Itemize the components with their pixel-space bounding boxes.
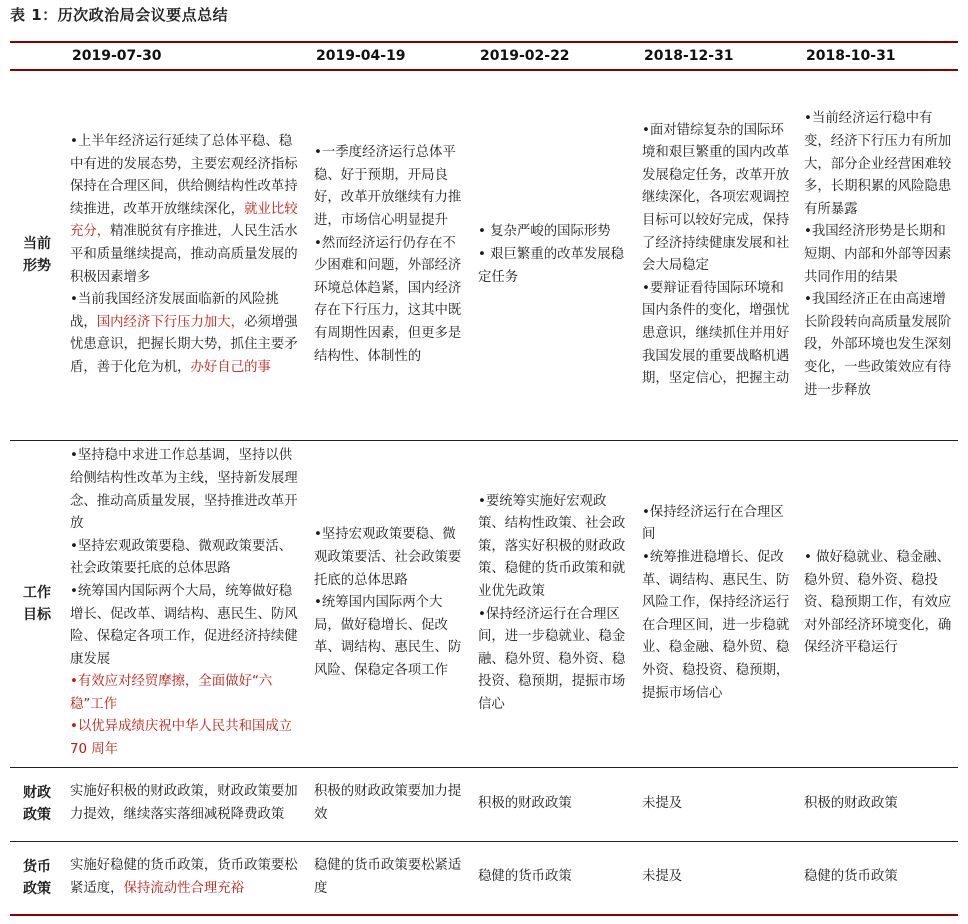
cell-paragraph [70,289,304,379]
cell-paragraph [314,524,468,592]
table-row [10,440,958,767]
table-cell [472,70,636,440]
cell-paragraph [642,793,794,816]
table-cell [798,440,958,767]
cell-text: •要辩证看待国际环境和国内条件的变化，增强忧患意识，继续抓住并用好我国发展的重要战略机遇期，坚定信心，把握主动 [642,280,790,387]
cell-paragraph [642,502,794,547]
table-cell [636,841,798,915]
cell-text: •统筹国内国际两个大局，做好稳增长、促改革、调结构、惠民生、防风险、保稳定各项工作 [314,595,462,678]
cell-text: •然而经济运行仍存在不少困难和问题，外部经济环境总体趋紧，国内经济存在下行压力，这其中既有周期性因素，但更多是结构性、体制性的 [314,235,462,364]
cell-text: •坚持宏观政策要稳、微观政策要活、社会政策要托底的总体思路 [314,527,462,588]
cell-paragraph [642,866,794,889]
cell-text: 未提及 [642,795,683,811]
cell-paragraph [642,120,794,278]
table-cell [308,767,472,841]
cell-text: •当前我国经济发展面临新的风险挑战， [70,292,279,330]
table-cell [472,440,636,767]
cell-paragraph [70,131,304,289]
cell-text: •我国经济正在由高速增长阶段转向高质量发展阶段，外部环境也发生深刻变化，一些政策效应有待进一步释放 [804,292,952,398]
cell-text: •坚持稳中求进工作总基调，坚持以供给侧结构性改革为主线，坚持新发展理念、推动高质量发展，坚持推进改革开放 [70,448,298,532]
cell-paragraph [314,233,468,369]
cell-text: •我国经济形势是长期和短期、内部和外部等因素共同作用的结果 [804,224,952,285]
cell-paragraph [314,781,468,826]
header-cell-date: 2018-12-31 [644,48,734,64]
cell-text: 稳健的货币政策 [804,869,898,885]
cell-paragraph [70,716,304,761]
summary-table [10,41,958,916]
cell-text: 实施好稳健的货币政策，货币政策要松紧适度， [70,858,298,896]
table-row [10,767,958,841]
row-label-line: 政策 [23,880,51,897]
cell-text: 积极的财政政策要加力提效 [314,784,462,822]
header-cell-date: 2019-02-22 [480,48,570,64]
row-label [10,767,64,841]
cell-text: •当前经济运行稳中有变，经济下行压力有所加大，部分企业经营困难较多，长期积累的风险隐患有所暴露 [804,111,952,217]
cell-paragraph [804,866,954,889]
header-cell-date: 2018-10-31 [806,48,896,64]
table-cell [636,70,798,440]
cell-text: 未提及 [642,869,683,885]
table-caption: 表 1：历次政治局会议要点总结 [10,6,229,24]
cell-paragraph [804,289,954,402]
cell-text: •一季度经济运行总体平稳、好于预期，开局良好，改革开放继续有力推进，市场信心明显提升 [314,145,462,229]
cell-text: 稳健的货币政策 [478,869,572,885]
row-label-line: 财政 [23,785,51,801]
highlight-text: 办好自己的事 [190,359,271,375]
row-label-line: 目标 [23,606,51,623]
highlight-text: 保持流动性合理充裕 [123,880,245,896]
table-cell [472,767,636,841]
table-cell [636,440,798,767]
cell-text: • 做好稳就业、稳金融、稳外贸、稳外资、稳投资、稳预期工作，有效应对外部经济环境变化，确保经济平稳运行 [804,550,952,656]
cell-text: 必须增强忧患意识，把握长期大势，抓住主要矛盾，善于化危为机， [70,314,298,375]
cell-text: •上半年经济运行延续了总体平稳、稳中有进的发展态势，主要宏观经济指标保持在合理区间，供给侧结构性改革持续推进，改革开放继续深化， [70,133,298,217]
cell-paragraph [804,547,954,660]
table-cell [64,841,308,915]
cell-paragraph [70,581,304,671]
cell-text: •坚持宏观政策要稳、微观政策要活、社会政策要托底的总体思路 [70,538,293,577]
table-row [10,841,958,915]
cell-text: 精准脱贫有序推进，人民生活水平和质量继续提高，推动高质量发展的积极因素增多 [70,224,298,285]
cell-paragraph [804,108,954,221]
cell-paragraph [642,278,794,391]
cell-paragraph [804,221,954,289]
header-cell-date: 2019-04-19 [316,48,406,64]
cell-paragraph [314,855,468,900]
cell-paragraph [478,244,632,289]
cell-paragraph [314,592,468,682]
cell-text: •面对错综复杂的国际环境和艰巨繁重的国内改革发展稳定任务，改革开放继续深化，各项宏观调控目标可以较好完成，保持了经济持续健康发展和社会大局稳定 [642,122,790,274]
table-cell [308,440,472,767]
cell-text: •保持经济运行在合理区间，进一步稳就业、稳金融、稳外贸、稳外资、稳投资、稳预期，提振市场信心 [478,606,626,712]
cell-paragraph [478,866,632,889]
cell-paragraph [70,781,304,826]
cell-paragraph [804,793,954,816]
cell-paragraph [642,547,794,705]
table-cell [798,767,958,841]
cell-text: 积极的财政政策 [478,795,572,811]
row-label-line: 当前 [23,236,51,253]
table-cell [64,767,308,841]
table-cell [308,70,472,440]
header-cell-date: 2019-07-30 [72,48,162,64]
cell-paragraph [478,793,632,816]
cell-text: • 艰巨繁重的改革发展稳定任务 [478,246,625,285]
cell-text: • 复杂严峻的国际形势 [478,224,611,240]
cell-text: •保持经济运行在合理区间 [642,504,784,543]
cell-text: 实施好积极的财政政策，财政政策要加力提效，继续落实落细减税降费政策 [70,784,298,822]
cell-text: •要统筹实施好宏观政策、结构性政策、社会政策，落实好积极的财政政策、稳健的货币政策和就业优先政策 [478,493,626,599]
table-row [10,70,958,440]
cell-text: 积极的财政政策 [804,795,898,811]
cell-paragraph [478,604,632,717]
row-label-line: 形势 [23,258,51,275]
cell-text: •统筹推进稳增长、促改革、调结构、惠民生、防风险工作，保持经济运行在合理区间，进一步稳就业、稳金融、稳外贸、稳外资、稳投资、稳预期，提振市场信心 [642,550,790,701]
table-header-row [10,42,958,70]
cell-paragraph [70,855,304,900]
cell-paragraph [478,221,632,244]
table-cell [798,70,958,440]
cell-text: 稳健的货币政策要松紧适度 [314,858,462,896]
highlight-text: 就业比较充分， [70,201,298,240]
table-cell [64,70,308,440]
table-cell [472,841,636,915]
row-label-line: 政策 [23,807,51,823]
cell-paragraph [314,142,468,232]
row-label-line: 工作 [23,584,51,601]
table-body [10,70,958,915]
cell-text: •统筹国内国际两个大局，统筹做好稳增长、促改革、调结构、惠民生、防风险、保稳定各项工作，促进经济持续健康发展 [70,583,298,667]
table-cell [64,440,308,767]
table-cell [636,767,798,841]
cell-paragraph [70,671,304,716]
cell-paragraph [70,536,304,581]
row-label [10,440,64,767]
row-label-line: 货币 [23,858,51,875]
header-cell-corner [10,42,64,70]
cell-paragraph [70,445,304,535]
row-label [10,841,64,915]
highlight-text: •以优异成绩庆祝中华人民共和国成立 70 周年 [70,719,293,758]
row-label [10,70,64,440]
highlight-text: •有效应对经贸摩擦，全面做好“六稳”工作 [70,674,273,712]
cell-paragraph [478,491,632,604]
highlight-text: 国内经济下行压力加大， [96,314,245,330]
table-cell [308,841,472,915]
table-cell [798,841,958,915]
